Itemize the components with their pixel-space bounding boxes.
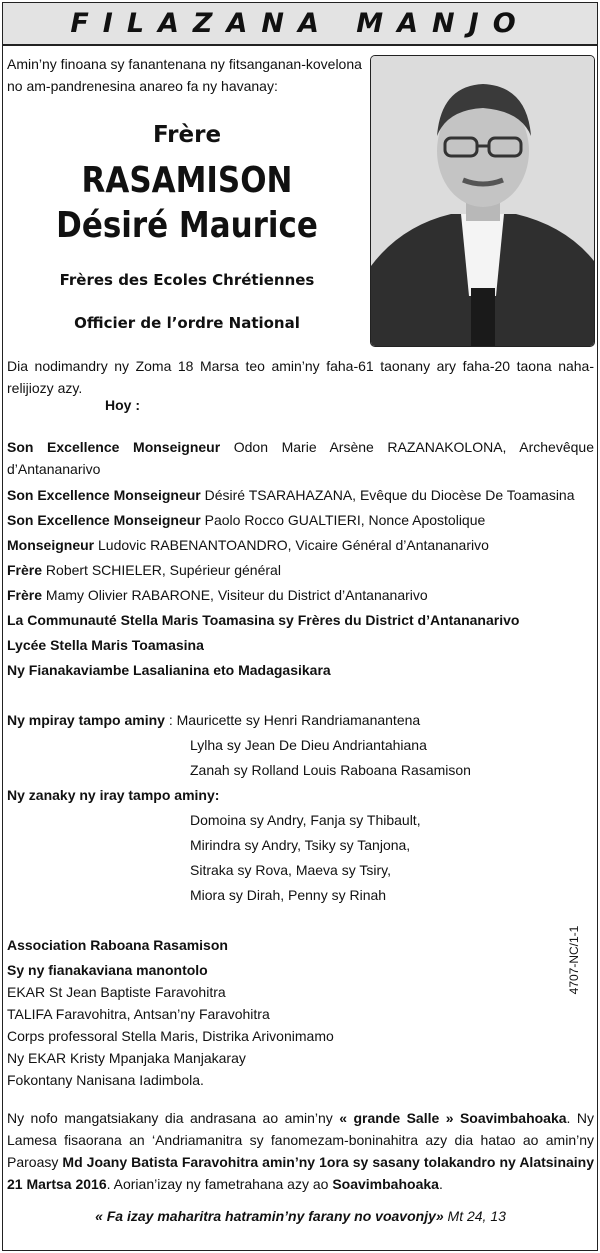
closing-paragraph: Ny nofo mangatsiakany dia andrasana ao amin’ny « grande Salle » Soavimbahoaka. Ny Lamesa fisaorana an ‘Andriamanitra sy fanomezam-boninahitra azy dia hatao ao amin’ny Paroasy Md Joany Batista Faravohitra amin’ny 1ora sy sasany tolakandro ny Alatsinainy 21 Martsa 2016. Aorian’izay ny fametrahana azy ao Soavimbahoaka.	[7, 1110, 595, 1192]
closing-quote: « Fa izay maharitra hatramin’ny farany no voavonjy» Mt 24, 13	[95, 1208, 506, 1224]
portrait-illustration	[371, 56, 594, 346]
association-line: Fokontany Nanisana Iadimbola.	[7, 1072, 204, 1088]
sibling-line: Lylha sy Jean De Dieu Andriantahiana	[190, 737, 427, 753]
community-line: Ny Fianakaviambe Lasalianina eto Madagasikara	[7, 662, 331, 678]
nephew-line: Sitraka sy Rova, Maeva sy Tsiry,	[190, 862, 391, 878]
mourner-line: Frère Robert SCHIELER, Supérieur général	[7, 562, 281, 578]
honor-title: Officier de l’ordre National	[74, 314, 300, 332]
notice-header	[3, 3, 597, 46]
association-line: Association Raboana Rasamison	[7, 937, 228, 953]
association-line: TALIFA Faravohitra, Antsan’ny Faravohitra	[7, 1006, 270, 1022]
death-notice: Dia nodimandry ny Zoma 18 Marsa teo amin’ny faha-61 taonany ary faha-20 taona naha-relijiozy azy.	[7, 358, 594, 396]
mourner-line: Son Excellence Monseigneur Désiré TSARAHAZANA, Evêque du Diocèse De Toamasina	[7, 487, 575, 503]
association-line: Ny EKAR Kristy Mpanjaka Manjakaray	[7, 1050, 246, 1066]
nephews-heading: Ny zanaky ny iray tampo aminy:	[7, 787, 220, 803]
siblings-heading: Ny mpiray tampo aminy : Mauricette sy Henri Randriamanantena	[7, 712, 421, 728]
nephew-line: Mirindra sy Andry, Tsiky sy Tanjona,	[190, 837, 411, 853]
deceased-given-name: Désiré Maurice	[56, 205, 318, 246]
association-line: Sy ny fianakaviana manontolo	[7, 962, 208, 978]
nephew-line: Miora sy Dirah, Penny sy Rinah	[190, 887, 387, 903]
religious-order: Frères des Ecoles Chrétiennes	[59, 271, 315, 289]
deceased-prefix: Frère	[152, 122, 222, 148]
community-line: La Communauté Stella Maris Toamasina sy Frères du District d’Antananarivo	[7, 612, 520, 628]
nephew-line: Domoina sy Andry, Fanja sy Thibault,	[190, 812, 421, 828]
mourner-line: Frère Mamy Olivier RABARONE, Visiteur du District d’Antananarivo	[7, 587, 428, 603]
mourner-line: Monseigneur Ludovic RABENANTOANDRO, Vicaire Général d’Antananarivo	[7, 537, 489, 553]
sibling-line: Zanah sy Rolland Louis Raboana Rasamison	[190, 762, 471, 778]
reference-code: 4707-NC/1-1	[567, 925, 581, 995]
intro-text: Amin’ny finoana sy fanantenana ny fitsanganan-kovelona no am-pandrenesina anareo fa ny havanay:	[7, 56, 362, 94]
deceased-surname: RASAMISON	[81, 160, 293, 201]
mourner-line: Son Excellence Monseigneur Odon Marie Arsène RAZANAKOLONA, Archevêque d’Antananarivo	[7, 439, 594, 477]
mourner-line: Son Excellence Monseigneur Paolo Rocco GUALTIERI, Nonce Apostolique	[7, 512, 486, 528]
notice-title: FILAZANA MANJO	[70, 8, 530, 39]
portrait-photo	[370, 55, 595, 347]
association-line: EKAR St Jean Baptiste Faravohitra	[7, 984, 226, 1000]
community-line: Lycée Stella Maris Toamasina	[7, 637, 204, 653]
hoy-label: Hoy :	[105, 397, 140, 413]
association-line: Corps professoral Stella Maris, Distrika Arivonimamo	[7, 1028, 334, 1044]
